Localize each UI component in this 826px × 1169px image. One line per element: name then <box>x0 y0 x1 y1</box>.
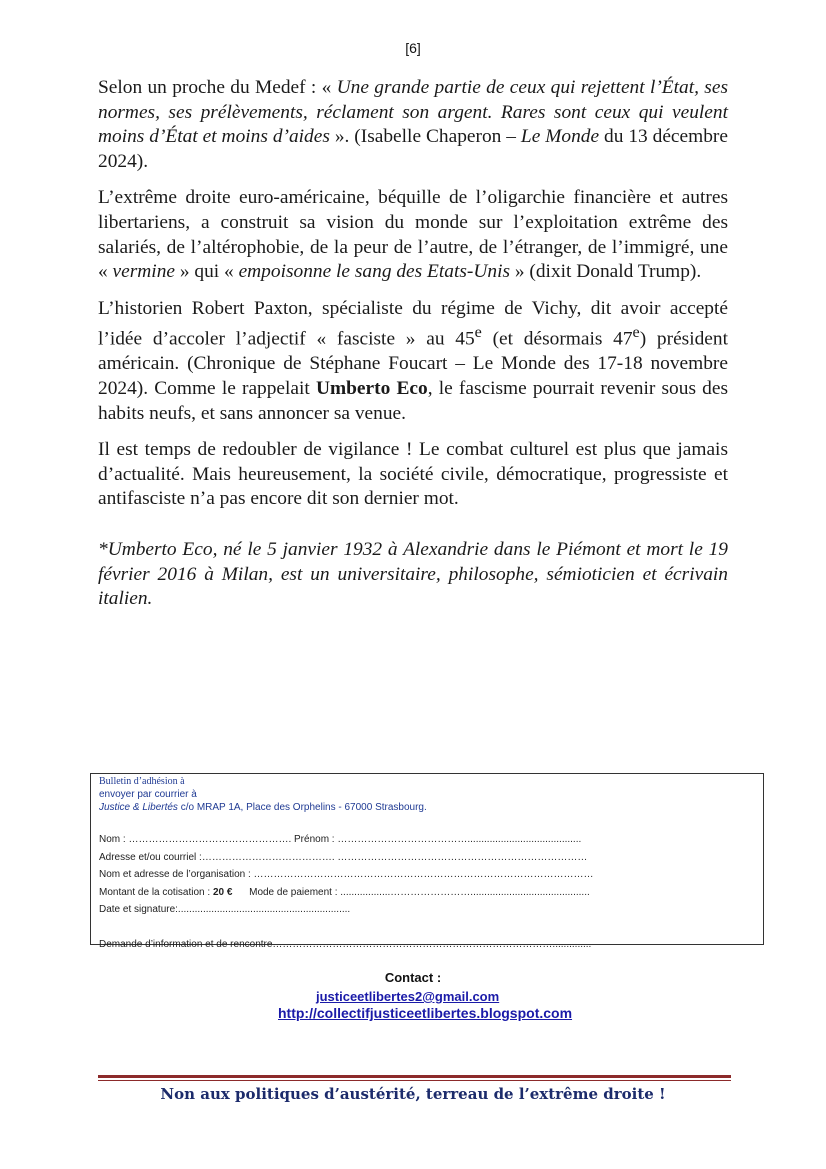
form-field-name[interactable]: Nom : …………………………………………. Prénom : …………………………………......................................... <box>99 834 582 845</box>
form-org-name: Justice & Libertés <box>99 802 178 813</box>
form-field-amount[interactable]: Montant de la cotisation : 20 € Mode de paiement : ..................……………………........................................... <box>99 886 590 898</box>
membership-form <box>90 773 764 950</box>
quote-vermine: vermine <box>112 261 175 283</box>
footnote: *Umberto Eco, né le 5 janvier 1932 à Alexandrie dans le Piémont et mort le 19 février 2016 à Milan, est un universitaire, philosophe, sémioticien et écrivain italien. <box>98 538 728 610</box>
quote-medef: Une grande partie de ceux qui rejettent l’État, ses normes, ses prélèvements, réclament son argent. Rares sont ceux qui veulent moins d’État et moins d’aides <box>98 77 728 148</box>
author-name-bold: Umberto Eco <box>315 378 428 399</box>
page-number: [6] <box>405 40 421 56</box>
form-field-date[interactable]: Date et signature:.............................................................. <box>99 904 351 915</box>
article-body <box>98 76 728 624</box>
paragraph-4: Il est temps de redoubler de vigilance ! Le combat culturel est plus que jamais d’actualité. Mais heureusement, la société civile, démocratique, progressiste et antifasciste n’a pas encore dit son dernier mot. <box>98 439 728 510</box>
paragraph-2: L’extrême droite euro-américaine, béquille de l’oligarchie financière et autres libertariens, a construit sa vision du monde sur l’exploitation extrême des salariés, de l’altérophobie, de la peur de l’autre, de l’étranger, de l’immigré, une « vermine » qui « empoisonne le sang des Etats-Unis » (dixit Donald Trump). <box>98 187 728 283</box>
footer-rule-thick <box>98 1075 731 1078</box>
form-address-line <box>99 801 755 814</box>
paragraph-1: Selon un proche du Medef : « Une grande partie de ceux qui rejettent l’État, ses normes, ses prélèvements, réclament son argent. Rares sont ceux qui veulent moins d’État et moins d’aides ». (Isabelle Chaperon – Le Monde du 13 décembre 2024). <box>98 77 728 172</box>
form-title: Bulletin d’adhésion à <box>99 776 185 787</box>
contact-block <box>0 970 826 1021</box>
contact-email-link[interactable]: justiceetlibertes2@gmail.com <box>316 989 500 1004</box>
paragraph-3: L’historien Robert Paxton, spécialiste du régime de Vichy, dit avoir accepté l’idée d’accoler l’adjectif « fasciste » au 45e (et désormais 47e) président américain. (Chronique de Stéphane Foucart – Le Monde des 17-18 novembre 2024). Comme le rappelait Umberto Eco, le fascisme pourrait revenir sous des habits neufs, et sans annoncer sa venue. <box>98 297 729 424</box>
form-field-organisation[interactable]: Nom et adresse de l’organisation : ………………………………………………………………………………………… <box>99 869 594 880</box>
quote-empoisonne: empoisonne le sang des Etats-Unis <box>238 261 511 283</box>
amount-value: 20 € <box>212 886 233 898</box>
blog-url-link[interactable]: http://collectifjusticeetlibertes.blogspot.com <box>278 1005 573 1021</box>
footer-rule-thin <box>98 1080 731 1081</box>
form-field-info[interactable]: Demande d’information et de rencontre………………………………………………………………………….............. <box>99 938 592 950</box>
form-send-line: envoyer par courrier à <box>99 789 197 800</box>
form-address: c/o MRAP 1A, Place des Orphelins - 67000 Strasbourg. <box>177 802 427 813</box>
source-le-monde: Le Monde <box>520 126 600 148</box>
contact-label: Contact : <box>384 970 442 985</box>
footer-slogan: Non aux politiques d’austérité, terreau de l’extrême droite ! <box>160 1085 666 1103</box>
form-field-address[interactable]: Adresse et/ou courriel :…………………………………. ………………………………………………………………… <box>99 851 588 863</box>
